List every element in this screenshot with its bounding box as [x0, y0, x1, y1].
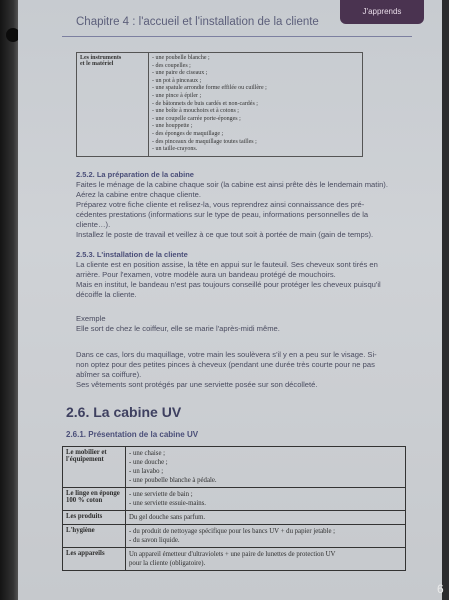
row-items — [126, 525, 406, 548]
table-row — [63, 511, 406, 525]
paragraph-252 — [76, 180, 406, 240]
row-label — [63, 511, 126, 525]
section-heading-26: 2.6. La cabine UV — [66, 404, 182, 420]
text-line: non optez pour des petites pinces à cheveux (pendant une durée très courte pour ne pas — [76, 360, 375, 369]
list-item: - une serviette de bain ; — [129, 491, 193, 498]
text-line: décoiffe la cliente. — [76, 290, 137, 299]
list-item: - une chaise ; — [129, 450, 166, 457]
text-line: Aérez la cabine entre chaque cliente. — [76, 190, 201, 199]
materials-label-cell — [77, 53, 149, 157]
example-label: Exemple — [76, 314, 106, 323]
text-line: Installez le poste de travail et veillez à ce que tout soit à portée de main (gain de temps). — [76, 230, 374, 239]
list-item: - une coupelle carrée porte-éponges ; — [152, 115, 241, 122]
chapter-tab: J'apprends — [340, 0, 424, 24]
list-item: - un lavabo ; — [129, 468, 164, 475]
label-line: Les produits — [66, 513, 103, 520]
table-row — [63, 548, 406, 571]
list-item: - une douche ; — [129, 459, 168, 466]
example-text: Elle sort de chez le coiffeur, elle se marie l'après-midi même. — [76, 324, 280, 333]
list-item: - une poubelle blanche à pédale. — [129, 477, 217, 484]
text-line: Dans ce cas, lors du maquillage, votre main les soulèvera s'il y en a peu sur le visage. Si- — [76, 350, 377, 359]
subsection-heading-261: 2.6.1. Présentation de la cabine UV — [66, 430, 199, 439]
text-line: Mais en institut, le bandeau n'est pas toujours conseillé pour protéger les cheveux puisqu'il — [76, 280, 381, 289]
list-item: - une paire de ciseaux ; — [152, 70, 208, 77]
list-item: - de bâtonnets de buis cardés et non-cardés ; — [152, 100, 258, 107]
list-item: - des coupelles ; — [152, 62, 191, 69]
list-item: - une pince à épiler ; — [152, 92, 202, 99]
text-line: Ses vêtements sont protégés par une serviette posée sur son décolleté. — [76, 380, 318, 389]
list-item: - un pot à pinceaux ; — [152, 77, 202, 84]
row-items — [126, 511, 406, 525]
page-number: 6 — [437, 582, 444, 596]
text-line: cliente…). — [76, 220, 111, 229]
list-item: - du produit de nettoyage spécifique pour les bancs UV + du papier jetable ; — [129, 528, 336, 535]
text-line: La cliente est en position assise, la tête en appui sur le fauteuil. Ses cheveux sont tirés en — [76, 260, 378, 269]
list-item: pour la cliente (obligatoire). — [129, 560, 206, 567]
materials-table — [76, 52, 363, 157]
list-item: - une poubelle blanche ; — [152, 55, 210, 61]
label-line: Le linge en éponge — [66, 490, 120, 497]
table-row — [63, 525, 406, 548]
list-item: - une boîte à mouchoirs et à cotons ; — [152, 108, 239, 115]
list-item: - une houppette ; — [152, 123, 193, 130]
text-line: cédentes prestations (informations sur le type de peau, informations personnelles de la — [76, 210, 369, 219]
label-line: Le mobilier et — [66, 449, 107, 456]
list-item: Du gel douche sans parfum. — [129, 514, 206, 521]
row-items — [126, 447, 406, 488]
row-label — [63, 548, 126, 571]
text-line: Faites le ménage de la cabine chaque soir (la cabine est ainsi prête dès le lendemain matin). — [76, 180, 388, 189]
text-line: Préparez votre fiche cliente et relisez-la, vous reprendrez ainsi connaissance des pré- — [76, 200, 365, 209]
list-item: - des éponges de maquillage ; — [152, 130, 224, 137]
materials-label-line: Les instruments — [80, 55, 122, 61]
paragraph-makeup — [76, 350, 406, 390]
list-item: - une spatule arrondie forme effilée ou cuillère ; — [152, 85, 267, 92]
materials-items-cell — [149, 53, 363, 157]
text-line: arrière. Pour l'examen, votre modèle aura un bandeau protégé de mouchoirs. — [76, 270, 336, 279]
list-item: - du savon liquide. — [129, 537, 180, 544]
list-item: - une serviette essuie-mains. — [129, 500, 207, 507]
row-items — [126, 548, 406, 571]
row-items — [126, 488, 406, 511]
label-line: Les appareils — [66, 550, 105, 557]
list-item: - des pinceaux de maquillage toutes tailles ; — [152, 138, 257, 145]
text-line: abîmer sa coiffure). — [76, 370, 142, 379]
uv-cabin-table — [62, 446, 406, 571]
chapter-title: Chapitre 4 : l'accueil et l'installation de la cliente — [76, 16, 319, 28]
document-page — [18, 0, 442, 600]
label-line: L'hygiène — [66, 527, 95, 534]
list-item: Un appareil émetteur d'ultraviolets + une paire de lunettes de protection UV — [129, 551, 336, 558]
row-label — [63, 525, 126, 548]
label-line: l'équipement — [66, 456, 104, 463]
table-row — [63, 488, 406, 511]
row-label — [63, 447, 126, 488]
list-item: - un taille-crayons. — [152, 146, 198, 153]
subsection-heading-252: 2.5.2. La préparation de la cabine — [76, 170, 194, 179]
subsection-heading-253: 2.5.3. L'installation de la cliente — [76, 250, 188, 259]
example-block — [76, 314, 406, 334]
materials-label-line: et le matériel — [80, 61, 114, 67]
row-label — [63, 488, 126, 511]
table-row — [63, 447, 406, 488]
paragraph-253 — [76, 260, 406, 300]
label-line: 100 % coton — [66, 497, 103, 504]
